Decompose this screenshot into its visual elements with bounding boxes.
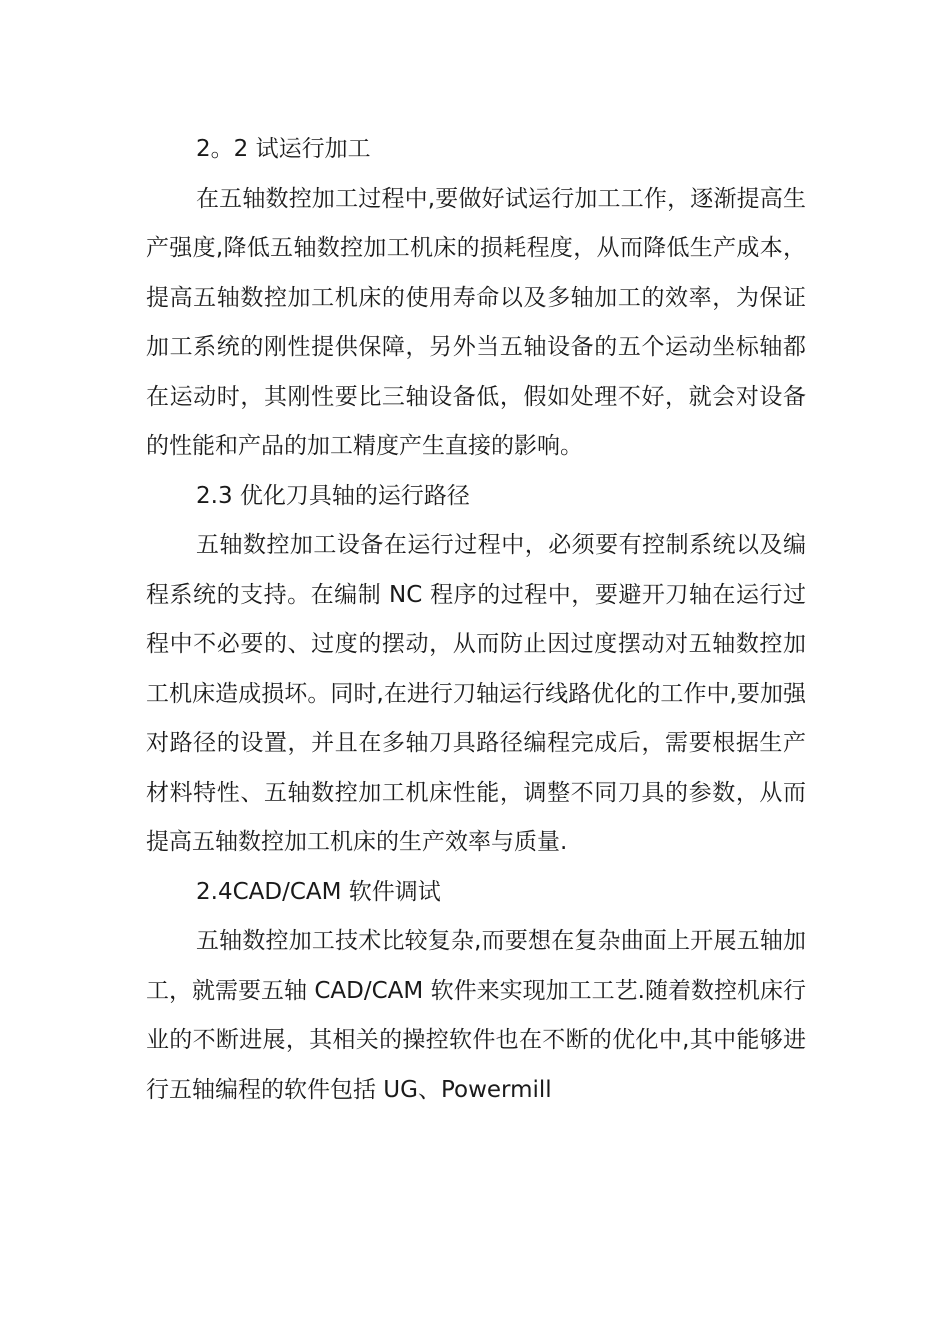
section-paragraph-2-4: 五轴数控加工技术比较复杂,而要想在复杂曲面上开展五轴加工，就需要五轴 CAD/CAM 软件来实现加工工艺.随着数控机床行业的不断进展，其相关的操控软件也在不断的优化中,其中能够进行五轴编程的软件包括 UG、Powermill xyxy=(146,928,806,1103)
section-heading-2-3: 2.3 优化刀具轴的运行路径 xyxy=(196,482,470,509)
section-heading-2-4: 2.4CAD/CAM 软件调试 xyxy=(196,878,441,905)
section-heading-2-2: 2。2 试运行加工 xyxy=(196,136,371,162)
document-body xyxy=(146,125,806,1115)
section-paragraph-2-2: 在五轴数控加工过程中,要做好试运行加工工作，逐渐提高生产强度,降低五轴数控加工机床的损耗程度，从而降低生产成本，提高五轴数控加工机床的使用寿命以及多轴加工的效率，为保证加工系统的刚性提供保障，另外当五轴设备的五个运动坐标轴都在运动时，其刚性要比三轴设备低，假如处理不好，就会对设备的性能和产品的加工精度产生直接的影响。 xyxy=(146,185,806,459)
section-paragraph-2-3: 五轴数控加工设备在运行过程中，必须要有控制系统以及编程系统的支持。在编制 NC 程序的过程中，要避开刀轴在运行过程中不必要的、过度的摆动，从而防止因过度摆动对五轴数控加工机床造成损坏。同时,在进行刀轴运行线路优化的工作中,要加强对路径的设置，并且在多轴刀具路径编程完成后，需要根据生产材料特性、五轴数控加工机床性能，调整不同刀具的参数，从而提高五轴数控加工机床的生产效率与质量. xyxy=(146,532,806,855)
